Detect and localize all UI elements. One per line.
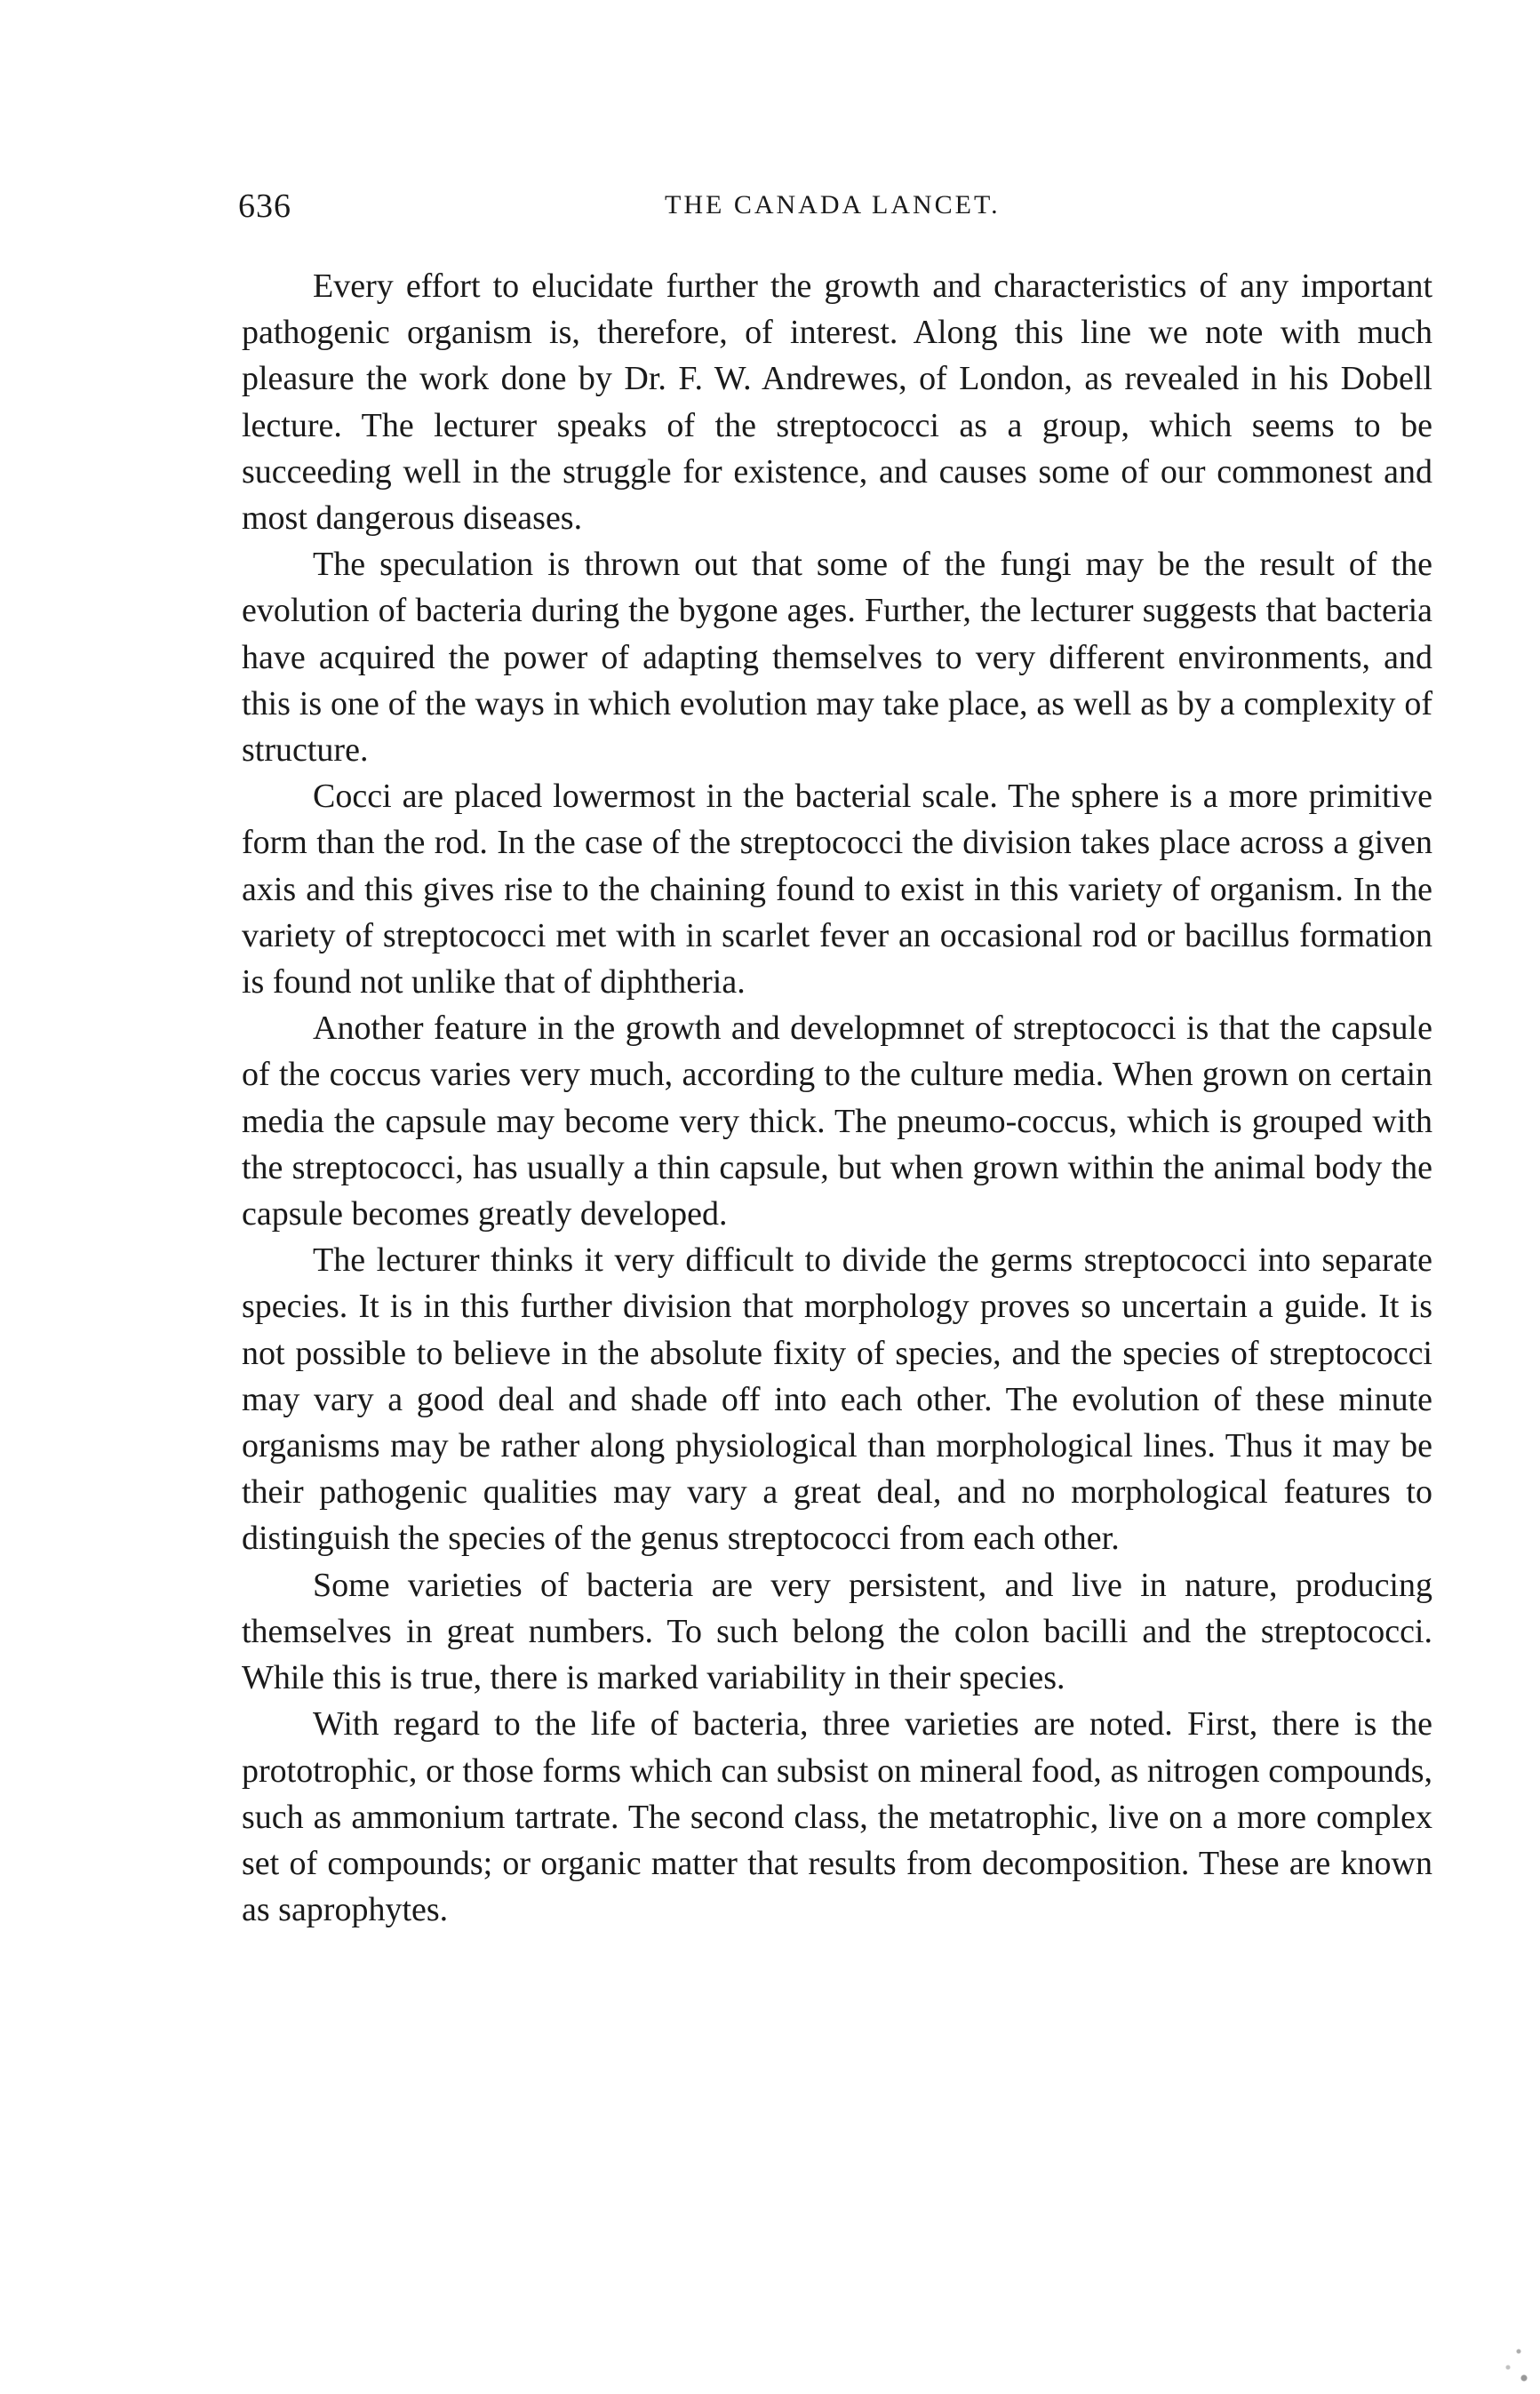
- paragraph-2: The speculation is thrown out that some of the fungi may be the result of the evolution of bacteria during the bygone ages. Further, the lecturer suggests that bacteria have acquired the power of adapting themselves to very different environments, and this is one of the ways in which evolution may take place, as well as by a complexity of structure.: [242, 546, 1432, 770]
- scan-speck-decoration: [1487, 2287, 1540, 2394]
- paragraph-1: Every effort to elucidate further the growth and characteristics of any important pathogenic organism is, therefore, of interest. Along this line we note with much pleasure the work done by Dr. F. W. Andrewes, of London, as revealed in his Dobell lecture. The lecturer speaks of the streptococci as a group, which seems to be succeeding well in the struggle for existence, and causes some of our commonest and most dangerous diseases.: [242, 267, 1432, 538]
- paragraph-5: The lecturer thinks it very difficult to divide the germs streptococci into separate species. It is in this further division that morphology proves so uncertain a guide. It is not possible to believe in the absolute fixity of species, and the species of streptococci may vary a good deal and shade off into each other. The evolution of these minute organisms may be rather along physiological than morphological lines. Thus it may be their pathogenic qualities may vary a great deal, and no morphological features to distinguish the species of the genus streptococci from each other.: [242, 1241, 1432, 1558]
- paragraph-4: Another feature in the growth and developmnet of streptococci is that the capsule of the coccus varies very much, according to the culture media. When grown on certain media the capsule may become very thick. The pneumo-coccus, which is grouped with the streptococci, has usually a thin capsule, but when grown within the animal body the capsule becomes greatly developed.: [242, 1009, 1432, 1233]
- paragraph-3: Cocci are placed lowermost in the bacterial scale. The sphere is a more primitive form than the rod. In the case of the streptococci the division takes place across a given axis and this gives rise to the chaining found to exist in this variety of organism. In the variety of streptococci met with in scarlet fever an occasional rod or bacillus formation is found not unlike that of diphtheria.: [242, 778, 1432, 1001]
- page-number: 636: [238, 188, 291, 225]
- article-body: [242, 263, 1432, 1933]
- paragraph-7: With regard to the life of bacteria, three varieties are noted. First, there is the prototrophic, or those forms which can subsist on mineral food, as nitrogen compounds, such as ammonium tartrate. The second class, the metatrophic, live on a more complex set of compounds; or organic matter that results from decomposition. These are known as saprophytes.: [242, 1705, 1432, 1929]
- page-header: [238, 187, 1447, 240]
- paragraph-6: Some varieties of bacteria are very persistent, and live in nature, producing themselves in great numbers. To such belong the colon bacilli and the streptococci. While this is true, there is marked variability in their species.: [242, 1566, 1432, 1697]
- running-title: THE CANADA LANCET.: [665, 190, 1001, 219]
